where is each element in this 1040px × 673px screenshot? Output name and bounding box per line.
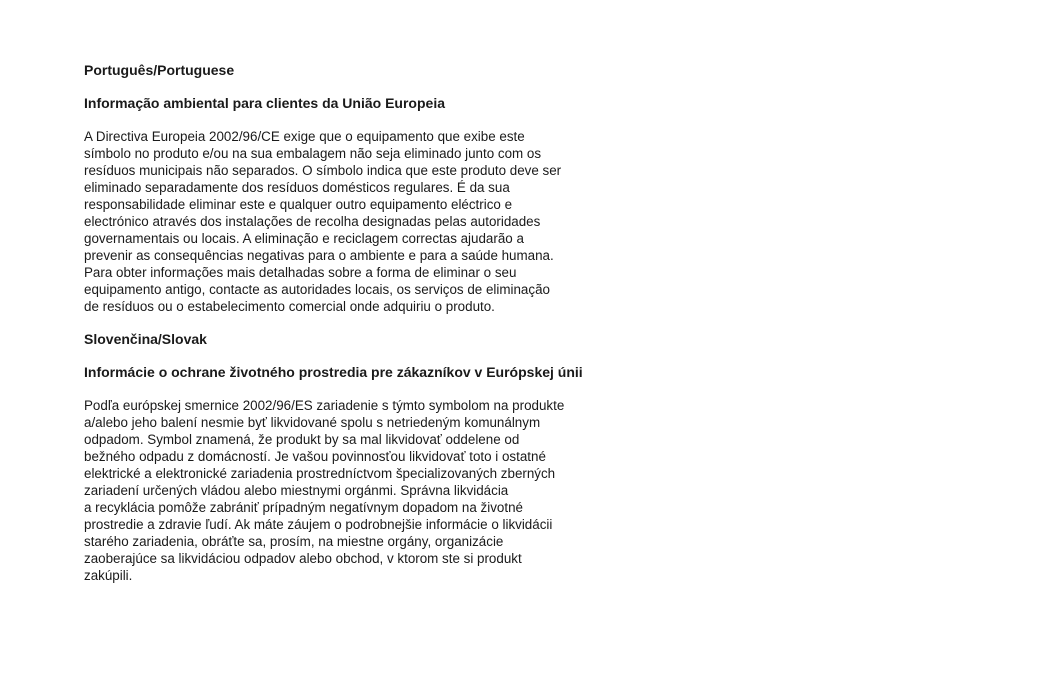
paragraph-line: de resíduos ou o estabelecimento comercial onde adquiriu o produto. — [84, 299, 495, 314]
paragraph-line: elektrické a elektronické zariadenia prostredníctvom špecializovaných zberných — [84, 466, 556, 481]
paragraph-line: electrónico através dos instalações de recolha designadas pelas autoridades — [84, 214, 541, 229]
language-heading: Português/Portuguese — [84, 62, 235, 78]
paragraph-line: starého zariadenia, obráťte sa, prosím, na miestne orgány, organizácie — [84, 534, 504, 549]
paragraph-line: resíduos municipais não separados. O símbolo indica que este produto deve ser — [84, 163, 562, 178]
paragraph-line: a recyklácia pomôže zabrániť prípadným negatívnym dopadom na životné — [84, 500, 523, 515]
section-title: Informácie o ochrane životného prostredia pre zákazníkov v Európskej únii — [84, 364, 583, 380]
document-page — [84, 62, 644, 600]
section-slovak — [84, 331, 644, 584]
paragraph-line: eliminado separadamente dos resíduos domésticos regulares. É da sua — [84, 180, 510, 195]
paragraph-line: Podľa európskej smernice 2002/96/ES zariadenie s týmto symbolom na produkte — [84, 398, 565, 413]
paragraph-line: prevenir as consequências negativas para o ambiente e para a saúde humana. — [84, 248, 554, 263]
section-paragraph — [84, 397, 644, 584]
paragraph-line: zariadení určených vládou alebo miestnymi orgánmi. Správna likvidácia — [84, 483, 509, 498]
paragraph-line: símbolo no produto e/ou na sua embalagem não seja eliminado junto com os — [84, 146, 542, 161]
section-title: Informação ambiental para clientes da União Europeia — [84, 95, 445, 111]
language-heading: Slovenčina/Slovak — [84, 331, 207, 347]
paragraph-line: A Directiva Europeia 2002/96/CE exige que o equipamento que exibe este — [84, 129, 525, 144]
paragraph-line: equipamento antigo, contacte as autoridades locais, os serviços de eliminação — [84, 282, 550, 297]
paragraph-line: odpadom. Symbol znamená, že produkt by sa mal likvidovať oddelene od — [84, 432, 520, 447]
paragraph-line: bežného odpadu z domácností. Je vašou povinnosťou likvidovať toto i ostatné — [84, 449, 546, 464]
paragraph-line: zakúpili. — [84, 568, 133, 583]
paragraph-line: responsabilidade eliminar este e qualquer outro equipamento eléctrico e — [84, 197, 513, 212]
section-portuguese — [84, 62, 644, 315]
paragraph-line: governamentais ou locais. A eliminação e reciclagem correctas ajudarão a — [84, 231, 524, 246]
paragraph-line: prostredie a zdravie ľudí. Ak máte záujem o podrobnejšie informácie o likvidácii — [84, 517, 553, 532]
paragraph-line: Para obter informações mais detalhadas sobre a forma de eliminar o seu — [84, 265, 517, 280]
section-paragraph — [84, 128, 644, 315]
paragraph-line: zaoberajúce sa likvidáciou odpadov alebo obchod, v ktorom ste si produkt — [84, 551, 522, 566]
paragraph-line: a/alebo jeho balení nesmie byť likvidované spolu s netriedeným komunálnym — [84, 415, 541, 430]
